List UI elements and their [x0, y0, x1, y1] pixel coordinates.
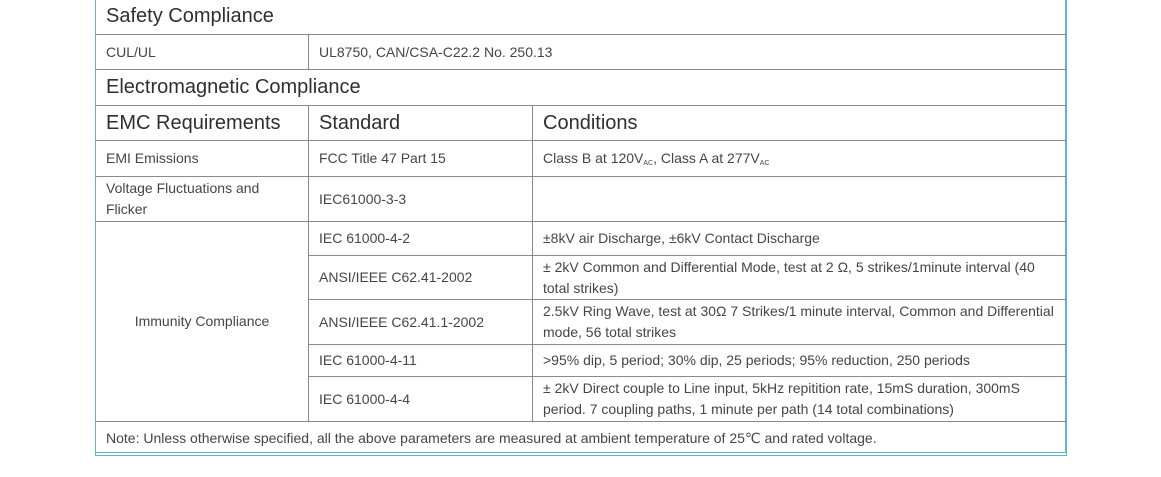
immunity-label: Immunity Compliance	[96, 222, 309, 422]
immunity-standard: ANSI/IEEE C62.41-2002	[309, 256, 533, 300]
table-row	[96, 177, 1067, 222]
emi-condition-a: Class B at 120V	[543, 150, 644, 166]
safety-section-title: Safety Compliance	[96, 0, 1067, 35]
immunity-condition: ± 2kV Direct couple to Line input, 5kHz repitition rate, 15mS duration, 300mS period. 7 coupling paths, 1 minute per path (14 total combinations)	[533, 377, 1067, 422]
voltage-fluctuation-condition	[533, 177, 1067, 222]
immunity-standard: IEC 61000-4-11	[309, 345, 533, 377]
column-header-standard: Standard	[309, 106, 533, 141]
emi-label: EMI Emissions	[96, 141, 309, 177]
emi-condition	[533, 141, 1067, 177]
column-header-row	[96, 106, 1067, 141]
table-row	[96, 35, 1067, 70]
immunity-standard: IEC 61000-4-4	[309, 377, 533, 422]
immunity-condition: >95% dip, 5 period; 30% dip, 25 periods; 95% reduction, 250 periods	[533, 345, 1067, 377]
emi-standard: FCC Title 47 Part 15	[309, 141, 533, 177]
emc-section-title: Electromagnetic Compliance	[96, 70, 1067, 106]
column-header-conditions: Conditions	[533, 106, 1067, 141]
note-row	[96, 422, 1067, 456]
voltage-fluctuation-standard: IEC61000-3-3	[309, 177, 533, 222]
emi-condition-a-sub: AC	[643, 160, 654, 167]
immunity-standard: IEC 61000-4-2	[309, 222, 533, 256]
emi-condition-b: , Class A at 277V	[653, 150, 760, 166]
cul-ul-value: UL8750, CAN/CSA-C22.2 No. 250.13	[309, 35, 1067, 70]
safety-section-row	[96, 0, 1067, 35]
emi-condition-b-sub: AC	[759, 160, 770, 167]
immunity-condition: 2.5kV Ring Wave, test at 30Ω 7 Strikes/1 minute interval, Common and Differential mode, 56 total strikes	[533, 300, 1067, 345]
immunity-condition: ± 2kV Common and Differential Mode, test at 2 Ω, 5 strikes/1minute interval (40 total strikes)	[533, 256, 1067, 300]
column-header-requirements: EMC Requirements	[96, 106, 309, 141]
cul-ul-label: CUL/UL	[96, 35, 309, 70]
compliance-table	[95, 0, 1067, 456]
table-row	[96, 141, 1067, 177]
immunity-condition: ±8kV air Discharge, ±6kV Contact Discharge	[533, 222, 1067, 256]
table-row	[96, 222, 1067, 256]
footnote: Note: Unless otherwise specified, all the above parameters are measured at ambient temperature of 25℃ and rated voltage.	[96, 422, 1067, 456]
emc-section-row	[96, 70, 1067, 106]
immunity-standard: ANSI/IEEE C62.41.1-2002	[309, 300, 533, 345]
voltage-fluctuation-label: Voltage Fluctuations and Flicker	[96, 177, 309, 222]
